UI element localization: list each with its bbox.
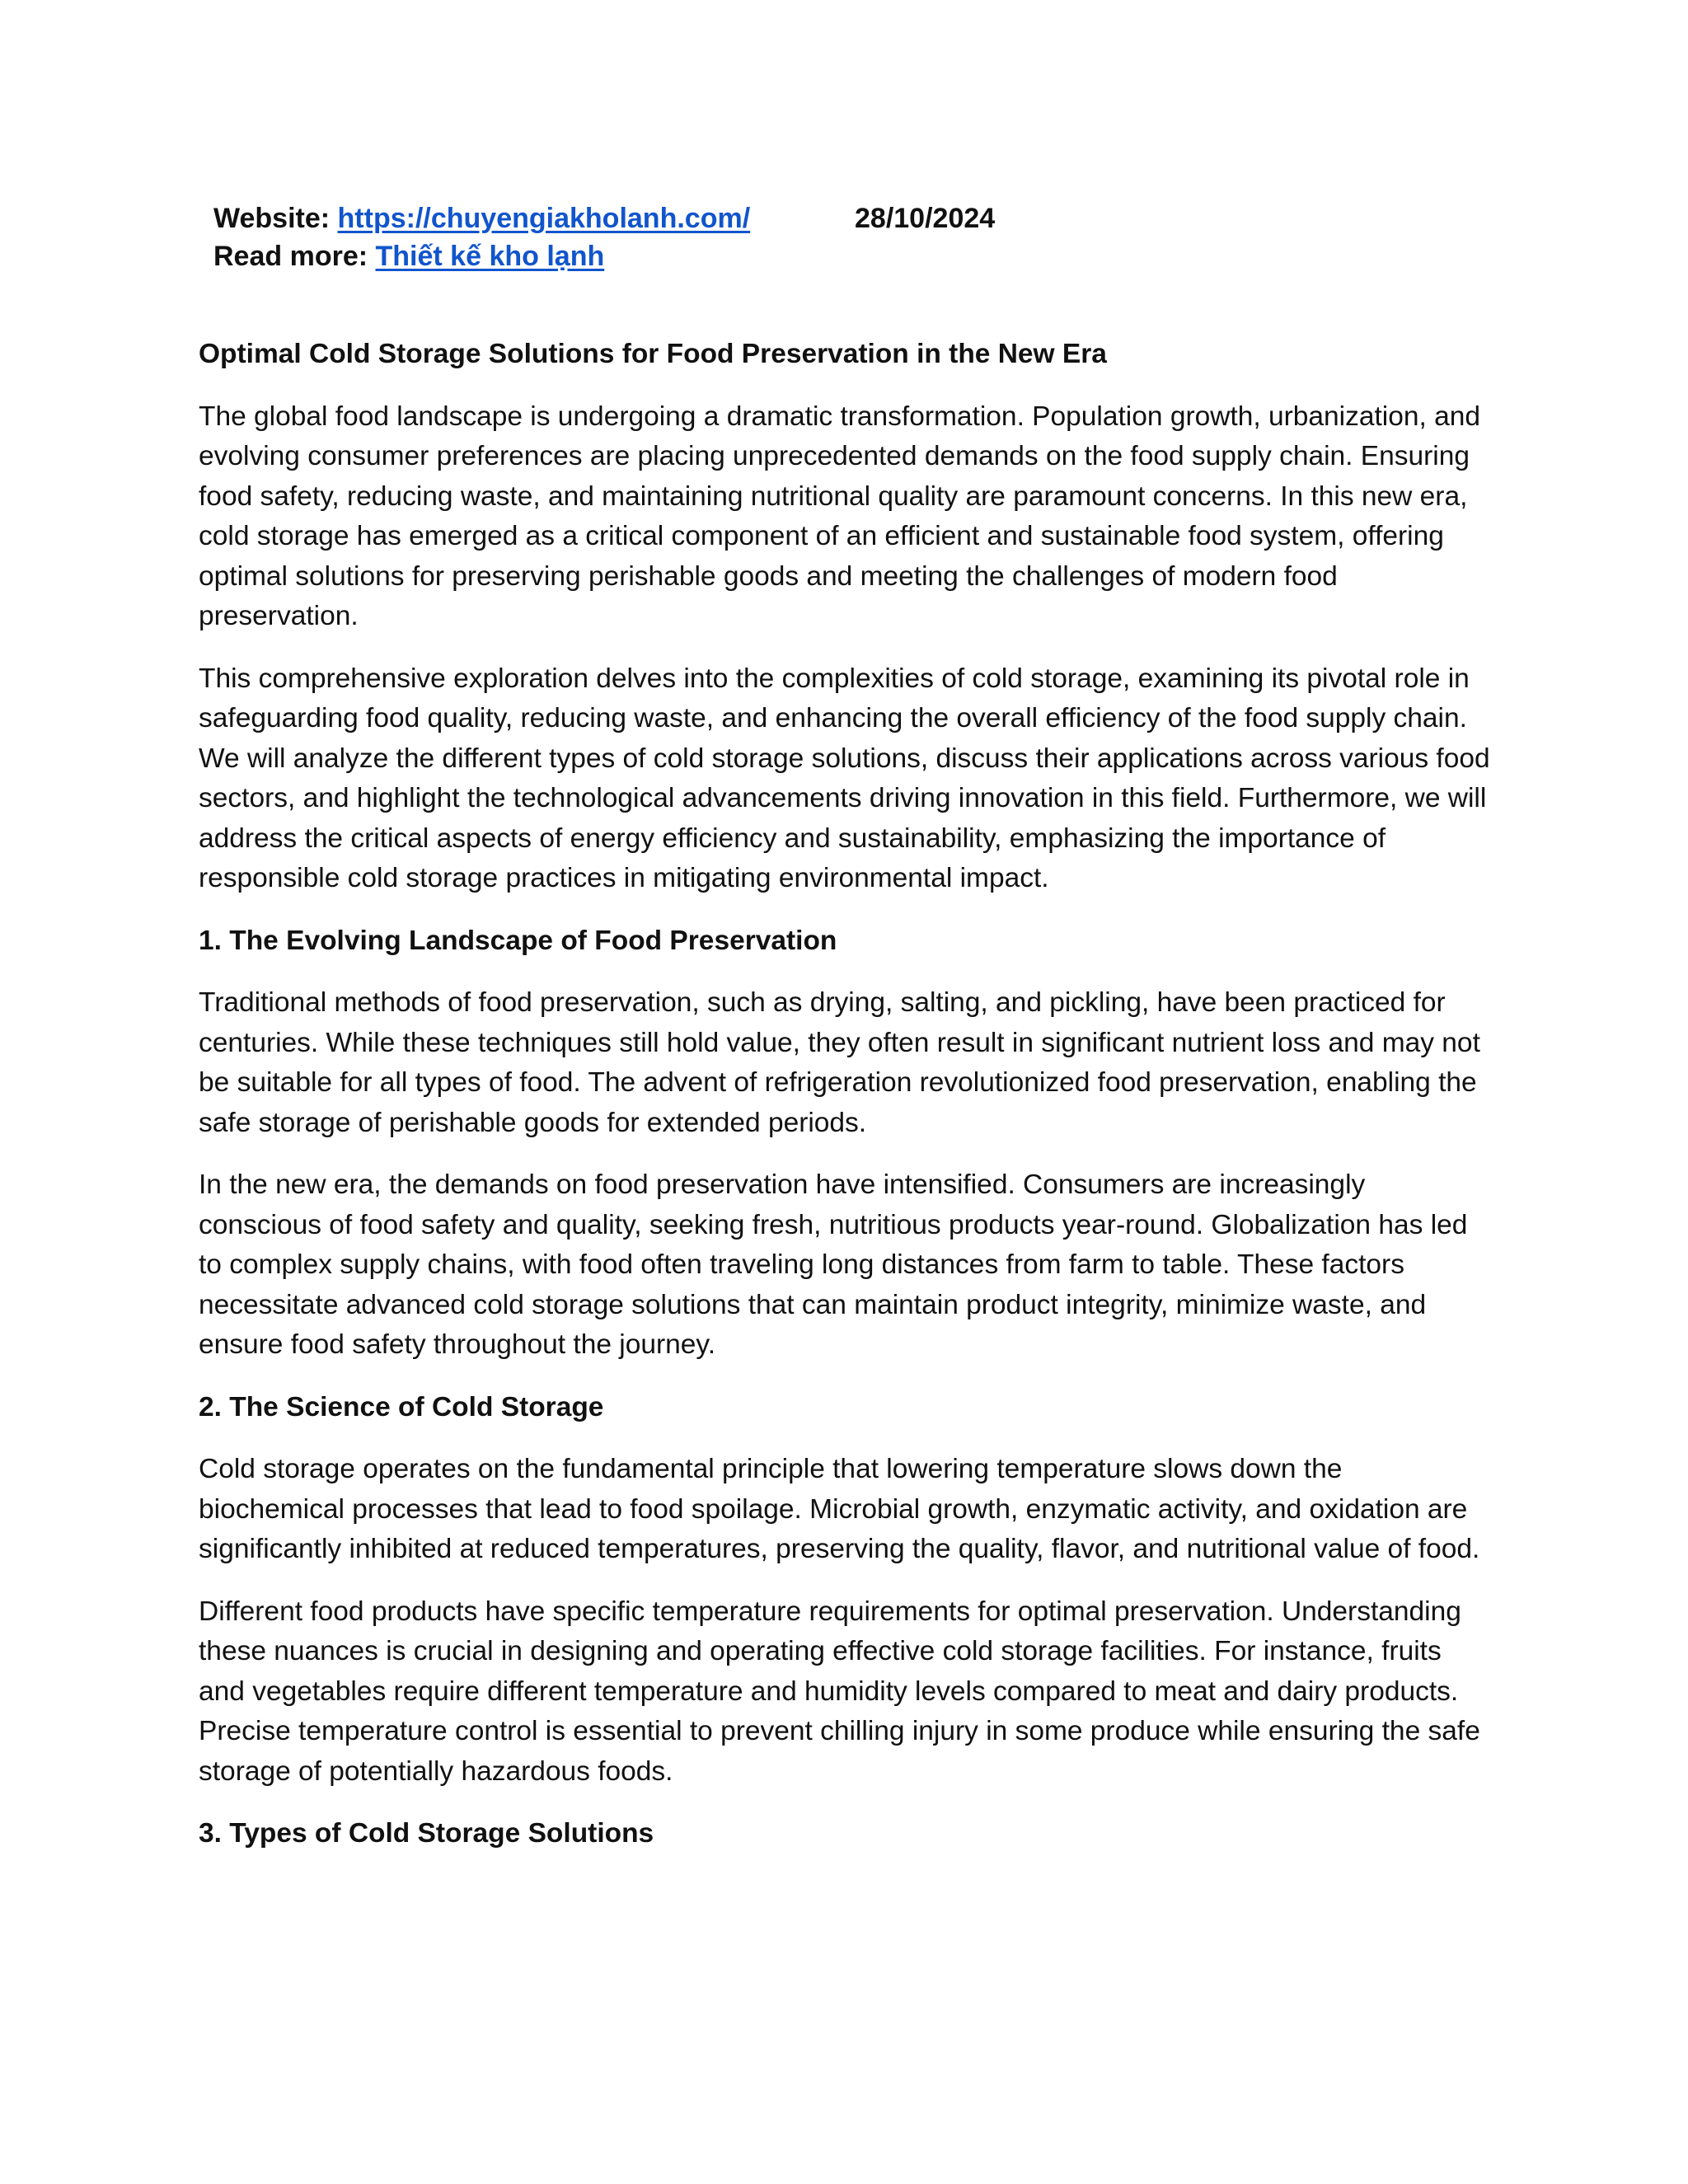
section-2-heading: 2. The Science of Cold Storage — [199, 1391, 604, 1422]
section-1-paragraph-2: In the new era, the demands on food preservation have intensified. Consumers are increasingly conscious of food safety and quality, seeking fresh, nutritious products year-round. Globalization has led to complex supply chains, with food often traveling long distances from farm to table. These factors necessitate advanced cold storage solutions that can maintain product integrity, minimize waste, and ensure food safety throughout the journey. — [199, 1169, 1468, 1360]
document-date: 28/10/2024 — [855, 203, 996, 234]
intro-paragraph-1: The global food landscape is undergoing a dramatic transformation. Population growth, urbanization, and evolving consumer preferences are placing unprecedented demands on the food supply chain. Ensuring food safety, reducing waste, and maintaining nutritional quality are paramount concerns. In this new era, cold storage has emerged as a critical component of an efficient and sustainable food system, offering optimal solutions for preserving perishable goods and meeting the challenges of modern food preservation. — [199, 401, 1481, 631]
section-1-paragraph-1: Traditional methods of food preservation, such as drying, salting, and pickling, have been practiced for centuries. While these techniques still hold value, they often result in significant nutrient loss and may not be suitable for all types of food. The advent of refrigeration revolutionized food preservation, enabling the safe storage of perishable goods for extended periods. — [199, 987, 1480, 1138]
website-row — [213, 199, 996, 237]
section-2-paragraph-1: Cold storage operates on the fundamental principle that lowering temperature slows down the biochemical processes that lead to food spoilage. Microbial growth, enzymatic activity, and oxidation are significantly inhibited at reduced temperatures, preserving the quality, flavor, and nutritional value of food. — [199, 1454, 1480, 1564]
read-more-link[interactable]: Thiết kế kho lạnh — [375, 241, 605, 272]
intro-paragraph-2: This comprehensive exploration delves into the complexities of cold storage, examining its pivotal role in safeguarding food quality, reducing waste, and enhancing the overall efficiency of the food supply chain. We will analyze the different types of cold storage solutions, discuss their applications across various food sectors, and highlight the technological advancements driving innovation in this field. Furthermore, we will address the critical aspects of energy efficiency and sustainability, emphasizing the importance of responsible cold storage practices in mitigating environmental impact. — [199, 663, 1490, 893]
article-title: Optimal Cold Storage Solutions for Food Preservation in the New Era — [199, 339, 1107, 369]
read-more-label: Read more: — [213, 241, 368, 272]
section-2-paragraph-2: Different food products have specific temperature requirements for optimal preservation. Understanding these nuances is crucial in designing and operating effective cold storage facilities. For instance, fruits and vegetables require different temperature and humidity levels compared to meat and dairy products. Precise temperature control is essential to prevent chilling injury in some produce while ensuring the safe storage of potentially hazardous foods. — [199, 1596, 1480, 1787]
website-link[interactable]: https://chuyengiakholanh.com/ — [337, 203, 751, 234]
section-1-heading: 1. The Evolving Landscape of Food Preservation — [199, 925, 837, 956]
article-body — [199, 335, 1493, 1877]
website-label: Website: — [213, 203, 331, 234]
read-more-row — [213, 237, 750, 275]
section-3-heading: 3. Types of Cold Storage Solutions — [199, 1818, 654, 1849]
document-header — [213, 199, 996, 275]
